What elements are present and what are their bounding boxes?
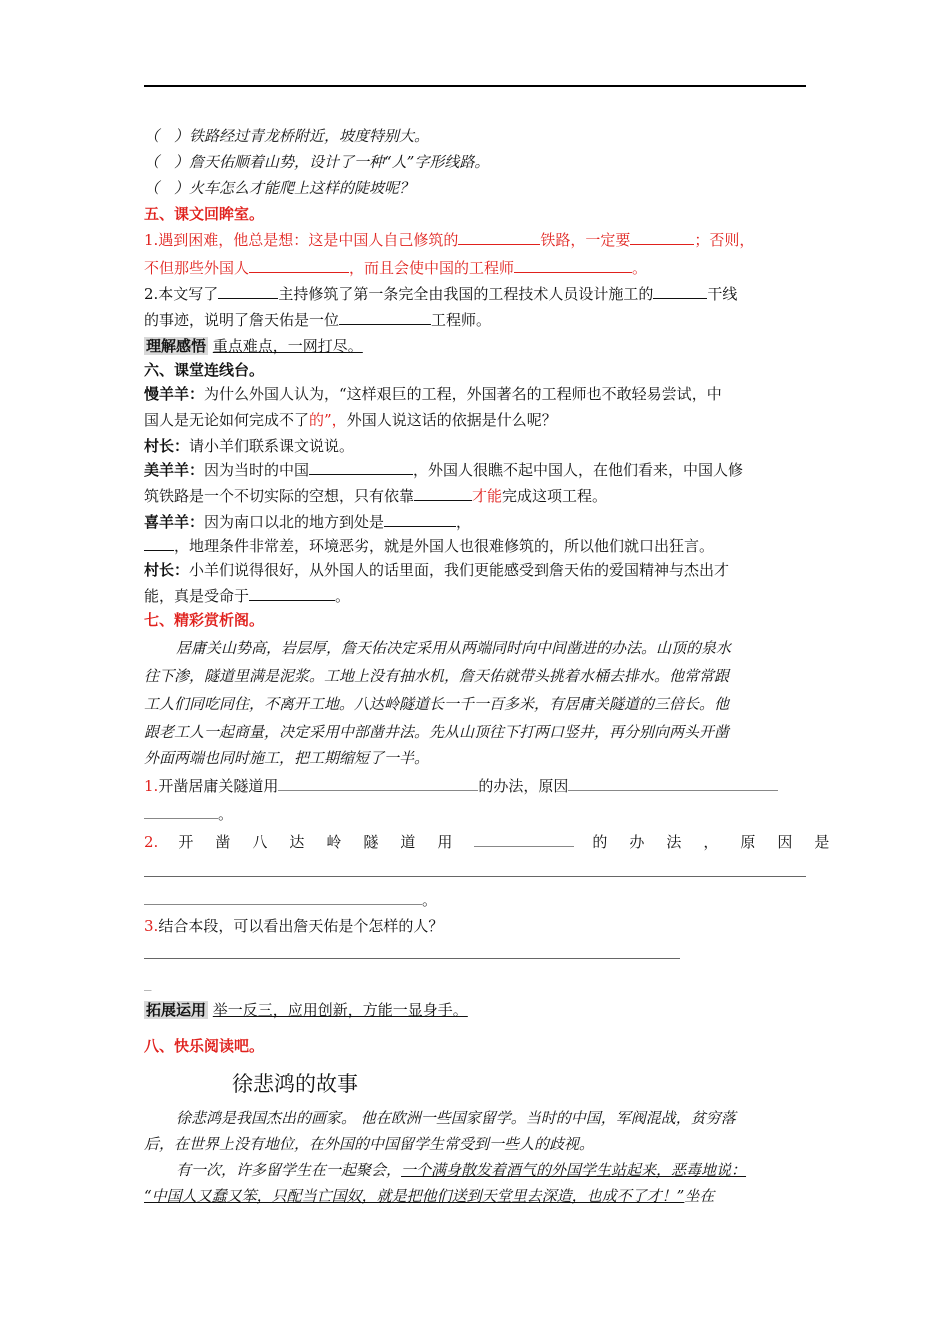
speaker-name: 慢羊羊： (144, 385, 205, 403)
s5-q2-text-d: 的事迹，说明了詹天佑是一位 (144, 311, 340, 329)
understanding-banner (144, 334, 363, 358)
extension-banner (144, 998, 468, 1022)
question-text: 的办法，原因是 (592, 833, 852, 851)
passage-line: 跟老工人一起商量，决定采用中部凿井法。先从山顶往下打两口竖井，再分别向两头开凿 (144, 723, 730, 741)
passage-line: 往下渗，隧道里满是泥浆。工地上没有抽水机，詹天佑就带头挑着水桶去排水。他常常跟 (144, 667, 730, 685)
s5-q2-line2 (144, 308, 491, 332)
question-number: 1. (144, 777, 159, 795)
dialog-xyy-line1 (144, 510, 471, 534)
speaker-name: 美羊羊： (144, 461, 205, 479)
answer-blank[interactable] (218, 282, 278, 299)
story-line (144, 1184, 714, 1208)
answer-blank[interactable] (249, 256, 349, 273)
dialog-text: 因为南口以北的地方到处是 (204, 513, 385, 531)
understanding-tag: 理解感悟 (146, 337, 207, 355)
s5-q2-text-e: 工程师。 (431, 311, 492, 329)
story-title: 徐悲鸿的故事 (232, 1072, 358, 1096)
speaker-name: 村长： (144, 561, 190, 579)
dialog-text: 外国人说这话的依据是什么呢？ (346, 411, 557, 429)
passage-line: 工人们同吃同住，不离开工地。八达岭隧道长一千一百多米，有居庸关隧道的三倍长。他 (144, 695, 730, 713)
answer-blank[interactable] (144, 802, 218, 819)
section-8-text: 八、快乐阅读 (144, 1037, 235, 1055)
story-line (176, 1158, 746, 1182)
answer-line[interactable] (144, 958, 680, 959)
answer-blank[interactable] (339, 308, 431, 325)
question-text: 结合本段，可以看出詹天佑是个怎样的人？ (158, 917, 444, 935)
story-text: 有一次，许多留学生在一起聚会， (176, 1161, 402, 1179)
dialog-text: 请小羊们联系课文说说。 (189, 437, 355, 455)
dialog-text: 为什么外国人认为，“这样艰巨的工程，外国著名的工程师也不敢轻易尝试，中 (204, 385, 722, 403)
dialog-text: 国人是无论如何完成不了 (144, 411, 310, 429)
dialog-text-red: 才能 (472, 487, 503, 505)
dialog-text: ，地理条件非常差，环境恶劣，就是外国人也很难修筑的，所以他们就口出狂言。 (174, 537, 715, 555)
s7-q2-line1 (144, 830, 851, 854)
s7-q1-line2 (144, 802, 233, 826)
dialog-text: 筑铁路是一个不切实际的空想，只有依靠 (144, 487, 415, 505)
dialog-text: ， (456, 513, 472, 531)
dialog-text-red: 的”， (309, 411, 347, 429)
story-text-underlined: 一个满身散发着酒气的外国学生站起来，恶毒地说： (401, 1161, 747, 1179)
dialog-text: ，外国人很瞧不起中国人，在他们看来，中国人修 (413, 461, 744, 479)
dialog-myy-line1 (144, 458, 743, 482)
judge-item-2: （ ）詹天佑顺着山势，设计了一种“人”字形线路。 (144, 153, 490, 171)
speaker-name: 喜羊羊： (144, 513, 205, 531)
answer-blank[interactable] (653, 282, 707, 299)
s5-q1-text-b: 铁路，一定要 (540, 231, 631, 249)
answer-blank[interactable] (249, 584, 335, 601)
answer-blank[interactable] (384, 510, 456, 527)
section-7-heading: 七、精彩赏析阁。 (144, 611, 265, 629)
s5-q2-text-c: 干线 (707, 285, 738, 303)
question-text: 。 (422, 891, 438, 909)
dialog-myy-line2 (144, 484, 607, 508)
story-line: 后，在世界上没有地位，在外国的中国留学生常受到一些人的歧视。 (144, 1135, 595, 1153)
judge-item-3: （ ）火车怎么才能爬上这样的陡坡呢？ (144, 179, 415, 197)
s7-q1-line1 (144, 774, 778, 798)
answer-blank[interactable] (514, 256, 632, 273)
s5-q1-text-d: 不但那些外国人 (144, 259, 250, 277)
passage-line: 外面两端也同时施工，把工期缩短了一半。 (144, 749, 430, 767)
dialog-lyy-line1 (144, 382, 722, 406)
dialog-text: 能，真是受命于 (144, 587, 250, 605)
section-8-heading (144, 1034, 264, 1058)
s5-q1-text-c: ；否则， (694, 231, 755, 249)
answer-blank[interactable] (568, 774, 778, 791)
s5-q2-text-b: 主持修筑了第一条完全由我国的工程技术人员设计施工的 (278, 285, 654, 303)
extension-tag: 拓展运用 (146, 1001, 207, 1019)
answer-blank[interactable] (630, 228, 694, 245)
dialog-text: 。 (335, 587, 351, 605)
answer-blank[interactable] (144, 888, 422, 905)
section-5-heading: 五、课文回眸室。 (144, 205, 265, 223)
dialog-lyy-line2 (144, 408, 557, 432)
extension-slogan: 举一反三，应用创新，方能一显身手。 (212, 1001, 468, 1019)
dialog-cz-1 (144, 434, 354, 458)
s5-q2-text-a: 2.本文写了 (144, 285, 219, 303)
header-rule (144, 85, 806, 87)
answer-blank[interactable] (458, 228, 540, 245)
answer-blank[interactable] (144, 534, 174, 551)
answer-blank[interactable] (278, 774, 478, 791)
s7-q3-line (144, 914, 443, 938)
dialog-text: 因为当时的中国 (204, 461, 310, 479)
judge-item-1: （ ）铁路经过青龙桥附近，坡度特别大。 (144, 127, 430, 145)
answer-line[interactable] (144, 876, 806, 877)
understanding-slogan: 重点难点，一网打尽。 (212, 337, 363, 355)
dialog-xyy-line2 (144, 534, 714, 558)
dialog-text: 完成这项工程。 (502, 487, 608, 505)
question-number: 3. (144, 917, 159, 935)
s5-q1-text-a: 1.遇到困难，他总是想：这是中国人自己修筑的 (144, 231, 459, 249)
question-text: 的办法，原因 (478, 777, 569, 795)
s5-q1-line2 (144, 256, 647, 280)
question-text: 。 (218, 805, 234, 823)
dialog-cz-2-line2 (144, 584, 350, 608)
question-number: 2. (144, 833, 159, 851)
answer-dash: _ (144, 973, 152, 991)
speaker-name: 村长： (144, 437, 190, 455)
s5-q1-line1 (144, 228, 754, 252)
dialog-cz-2-line1 (144, 558, 729, 582)
answer-blank[interactable] (414, 484, 472, 501)
story-text: 坐在 (684, 1187, 715, 1205)
answer-blank[interactable] (474, 830, 574, 847)
story-line: 徐悲鸿是我国杰出的画家。 他在欧洲一些国家留学。当时的中国，军阀混战，贫穷落 (176, 1109, 736, 1127)
question-text: 开凿居庸关隧道用 (158, 777, 279, 795)
s5-q2-line1 (144, 282, 737, 306)
section-8-suffix: 吧。 (234, 1037, 265, 1055)
s5-q1-text-f: 。 (632, 259, 648, 277)
passage-line: 居庸关山势高，岩层厚，詹天佑决定采用从两端同时向中间凿进的办法。山顶的泉水 (176, 639, 732, 657)
story-text-underlined: “中国人又蠢又笨，只配当亡国奴，就是把他们送到天堂里去深造，也成不了才！” (144, 1187, 685, 1205)
question-text: 开凿八达岭隧道用 (178, 833, 475, 851)
answer-blank[interactable] (309, 458, 413, 475)
s5-q1-text-e: ，而且会使中国的工程师 (349, 259, 515, 277)
s7-q2-line3 (144, 888, 437, 912)
section-6-heading: 六、课堂连线台。 (144, 361, 265, 379)
dialog-text: 小羊们说得很好，从外国人的话里面，我们更能感受到詹天佑的爱国精神与杰出才 (189, 561, 730, 579)
